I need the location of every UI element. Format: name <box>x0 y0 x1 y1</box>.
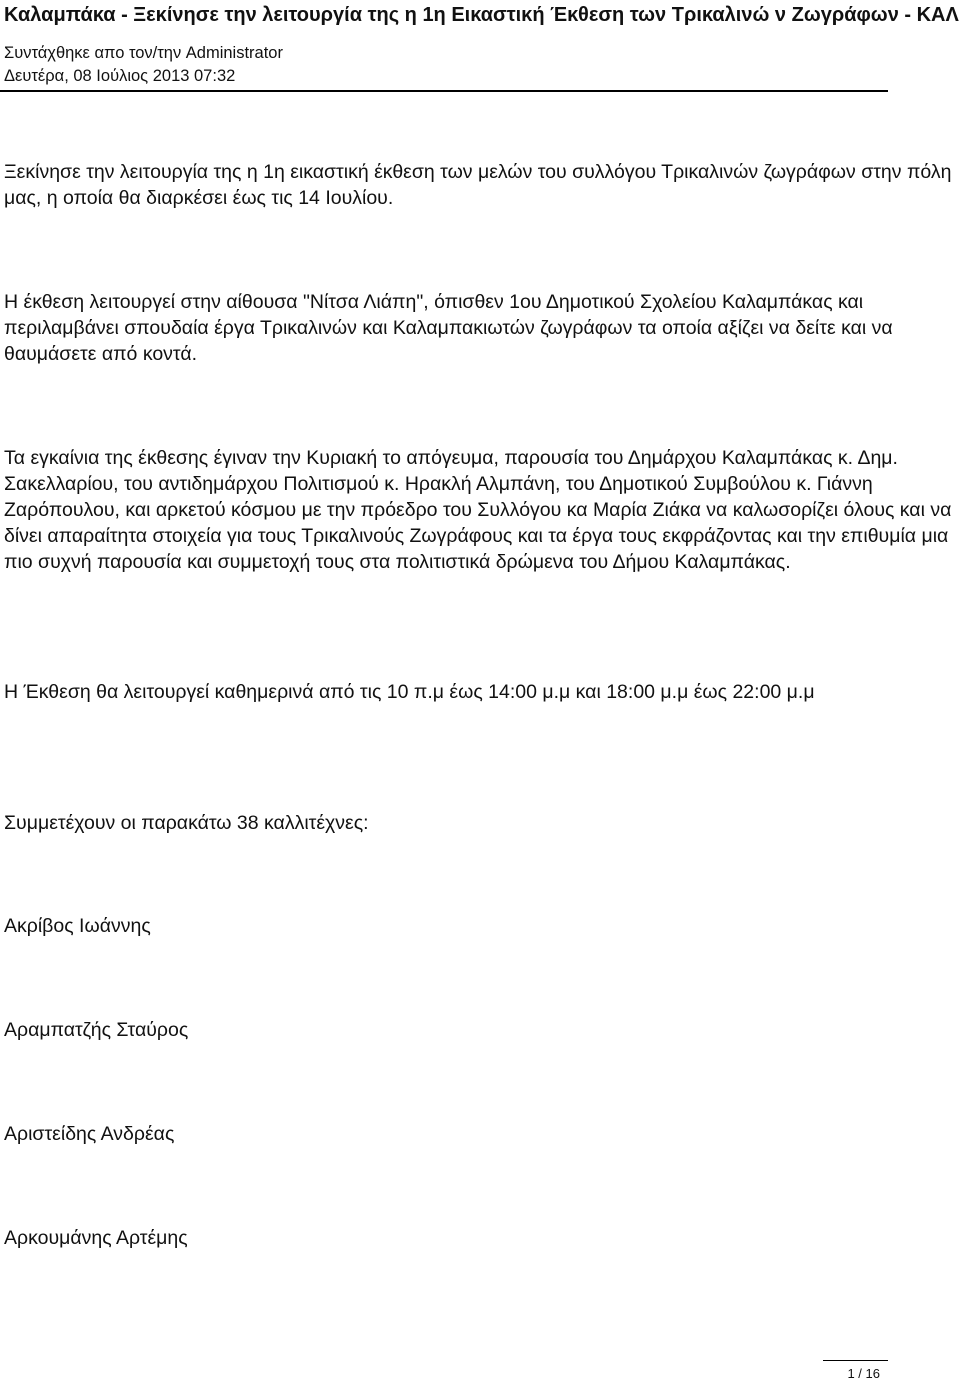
paragraph-opening: Τα εγκαίνια της έκθεσης έγιναν την Κυριακή το απόγευμα, παρουσία του Δημάρχου Καλαμπάκας κ. Δημ. Σακελλαρίου, του αντιδημάρχου Πολιτισμού κ. Ηρακλή Αλμπάνη, του Δημοτικού Συμβούλου κ. Γιάννη Ζαρόπουλου, και αρκετού κόσμου με την πρόεδρο του Συλλόγου κα Μαρία Ζιάκα να καλωσορίζει όλους και να δίνει απαραίτητα στοιχεία για τους Τρικαλινούς Ζωγράφους και τα έργα τους εκφράζοντας και την επιθυμία μια πιο συχνή παρουσία και συμμετοχή τους στα πολιτιστικά δρώμενα του Δήμου Καλαμπάκας. <box>4 447 952 573</box>
artist-name: Αραμπατζής Σταύρος <box>4 1019 189 1041</box>
header-divider <box>0 90 888 92</box>
artist-name: Ακρίβος Ιωάννης <box>4 915 151 937</box>
paragraph-intro: Ξεκίνησε την λειτουργία της η 1η εικαστική έκθεση των μελών του συλλόγου Τρικαλινών ζωγράφων στην πόλη μας, η οποία θα διαρκέσει έως τις 14 Ιουλίου. <box>4 161 952 209</box>
artist-name: Αριστείδης Ανδρέας <box>4 1123 175 1145</box>
artist-name: Αρκουμάνης Αρτέμης <box>4 1227 188 1249</box>
author-line: Συντάχθηκε απο τον/την Administrator <box>4 44 283 62</box>
paragraph-hours: Η Έκθεση θα λειτουργεί καθημερινά από τις 10 π.μ έως 14:00 μ.μ και 18:00 μ.μ έως 22:00 μ.μ <box>4 681 815 703</box>
paragraph-participants: Συμμετέχουν οι παρακάτω 38 καλλιτέχνες: <box>4 812 369 834</box>
footer-divider <box>823 1360 888 1361</box>
page-number: 1 / 16 <box>847 1366 880 1381</box>
paragraph-venue: Η έκθεση λειτουργεί στην αίθουσα "Νίτσα Λιάπη", όπισθεν 1ου Δημοτικού Σχολείου Καλαμπάκας και περιλαμβάνει σπουδαία έργα Τρικαλινών και Καλαμπακιωτών ζωγράφων τα οποία αξίζει να δείτε και να θαυμάσετε από κοντά. <box>4 291 893 365</box>
page-title: Καλαμπάκα - Ξεκίνησε την λειτουργία της η 1η Εικαστική Έκθεση των Τρικαλινώ ν Ζωγράφων - ΚΑΛ <box>4 4 959 26</box>
date-line: Δευτέρα, 08 Ιούλιος 2013 07:32 <box>4 67 236 85</box>
